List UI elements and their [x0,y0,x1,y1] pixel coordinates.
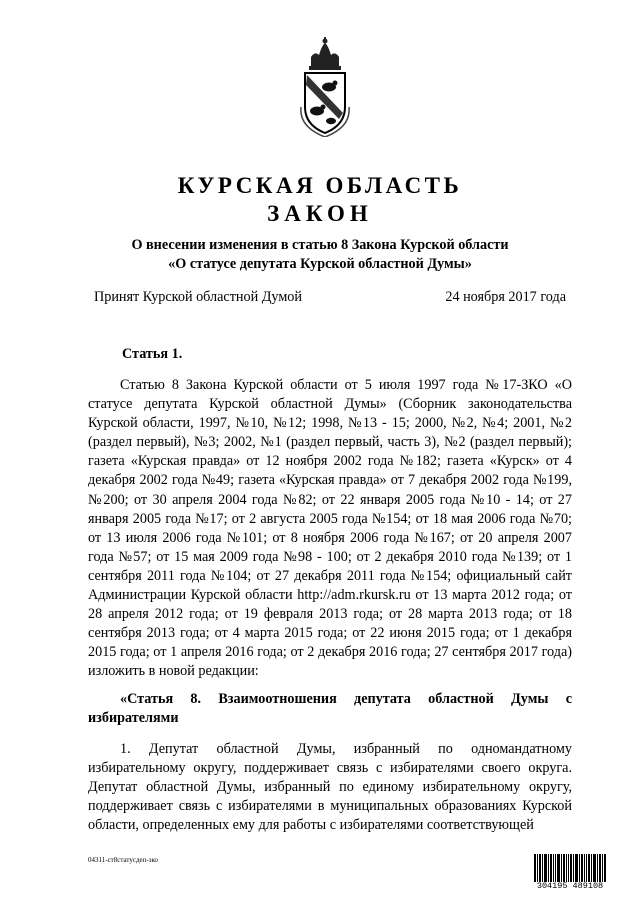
article-1-heading: Статья 1. [122,346,183,362]
article-1-text: Статью 8 Закона Курской области от 5 июля 1997 года №17-ЗКО «О статусе депутата Курской областной Думы» (Сборник законодательства Курской области, 1997, №10, №12; 1998, №13 - 15; 2000, №2, №4; 2001, №2 (раздел первый), №3; 2002, №1 (раздел первый, часть 3), №2 (раздел первый); газета «Курская правда» от 12 ноября 2002 года №182; газета «Курск» от 4 декабря 2002 года №49; газета «Курская правда» от 7 декабря 2002 года №199, №200; от 30 апреля 2004 года №82; от 22 января 2005 года №10 - 14; от 27 января 2005 года №17; от 2 августа 2005 года №154; от 18 мая 2006 года №70; от 13 июля 2006 года №101; от 8 ноября 2006 года №167; от 20 апреля 2007 года №57; от 15 мая 2009 года №98 - 100; от 2 декабря 2010 года №139; от 1 сентября 2011 года №104; от 27 декабря 2011 года №154; официальный сайт Администрации Курской области http://adm.rkursk.ru от 13 марта 2012 года; от 28 апреля 2012 года; от 19 февраля 2013 года; от 28 марта 2013 года; от 18 сентября 2013 года; от 4 марта 2015 года; от 22 июня 2015 года; от 1 декабря 2015 года; от 1 апреля 2016 года; от 2 декабря 2016 года; 27 сентября 2017 года) изложить в новой редакции: [88,377,572,680]
adoption-row [94,288,566,307]
adoption-date: 24 ноября 2017 года [445,289,566,305]
law-subtitle-line-1: О внесении изменения в статью 8 Закона Курской области [131,237,509,253]
article-8-paragraph-1: 1. Депутат областной Думы, избранный по одномандатному избирательному округу, поддерживает связь с избирателями своего округа. Депутат областной Думы, избранный по единому избирательному округу, поддерживает связь с избирателями в муниципальных образованиях Курской области, определенных ему для работы с избирателями соответствующей [88,741,572,834]
barcode-number: 304195 489108 [534,882,606,891]
document-code: 04311-ст8статусдеп-зко [88,856,159,864]
law-title: ЗАКОН [267,201,373,226]
region-title: КУРСКАЯ ОБЛАСТЬ [177,173,463,198]
article-8-heading: «Статья 8. Взаимоотношения депутата областной Думы с избирателями [88,691,572,727]
adopted-by: Принят Курской областной Думой [94,289,302,305]
law-subtitle [0,236,640,274]
kursk-coat-of-arms-icon [293,37,357,137]
law-subtitle-line-2: «О статусе депутата Курской областной Думы» [168,256,472,272]
